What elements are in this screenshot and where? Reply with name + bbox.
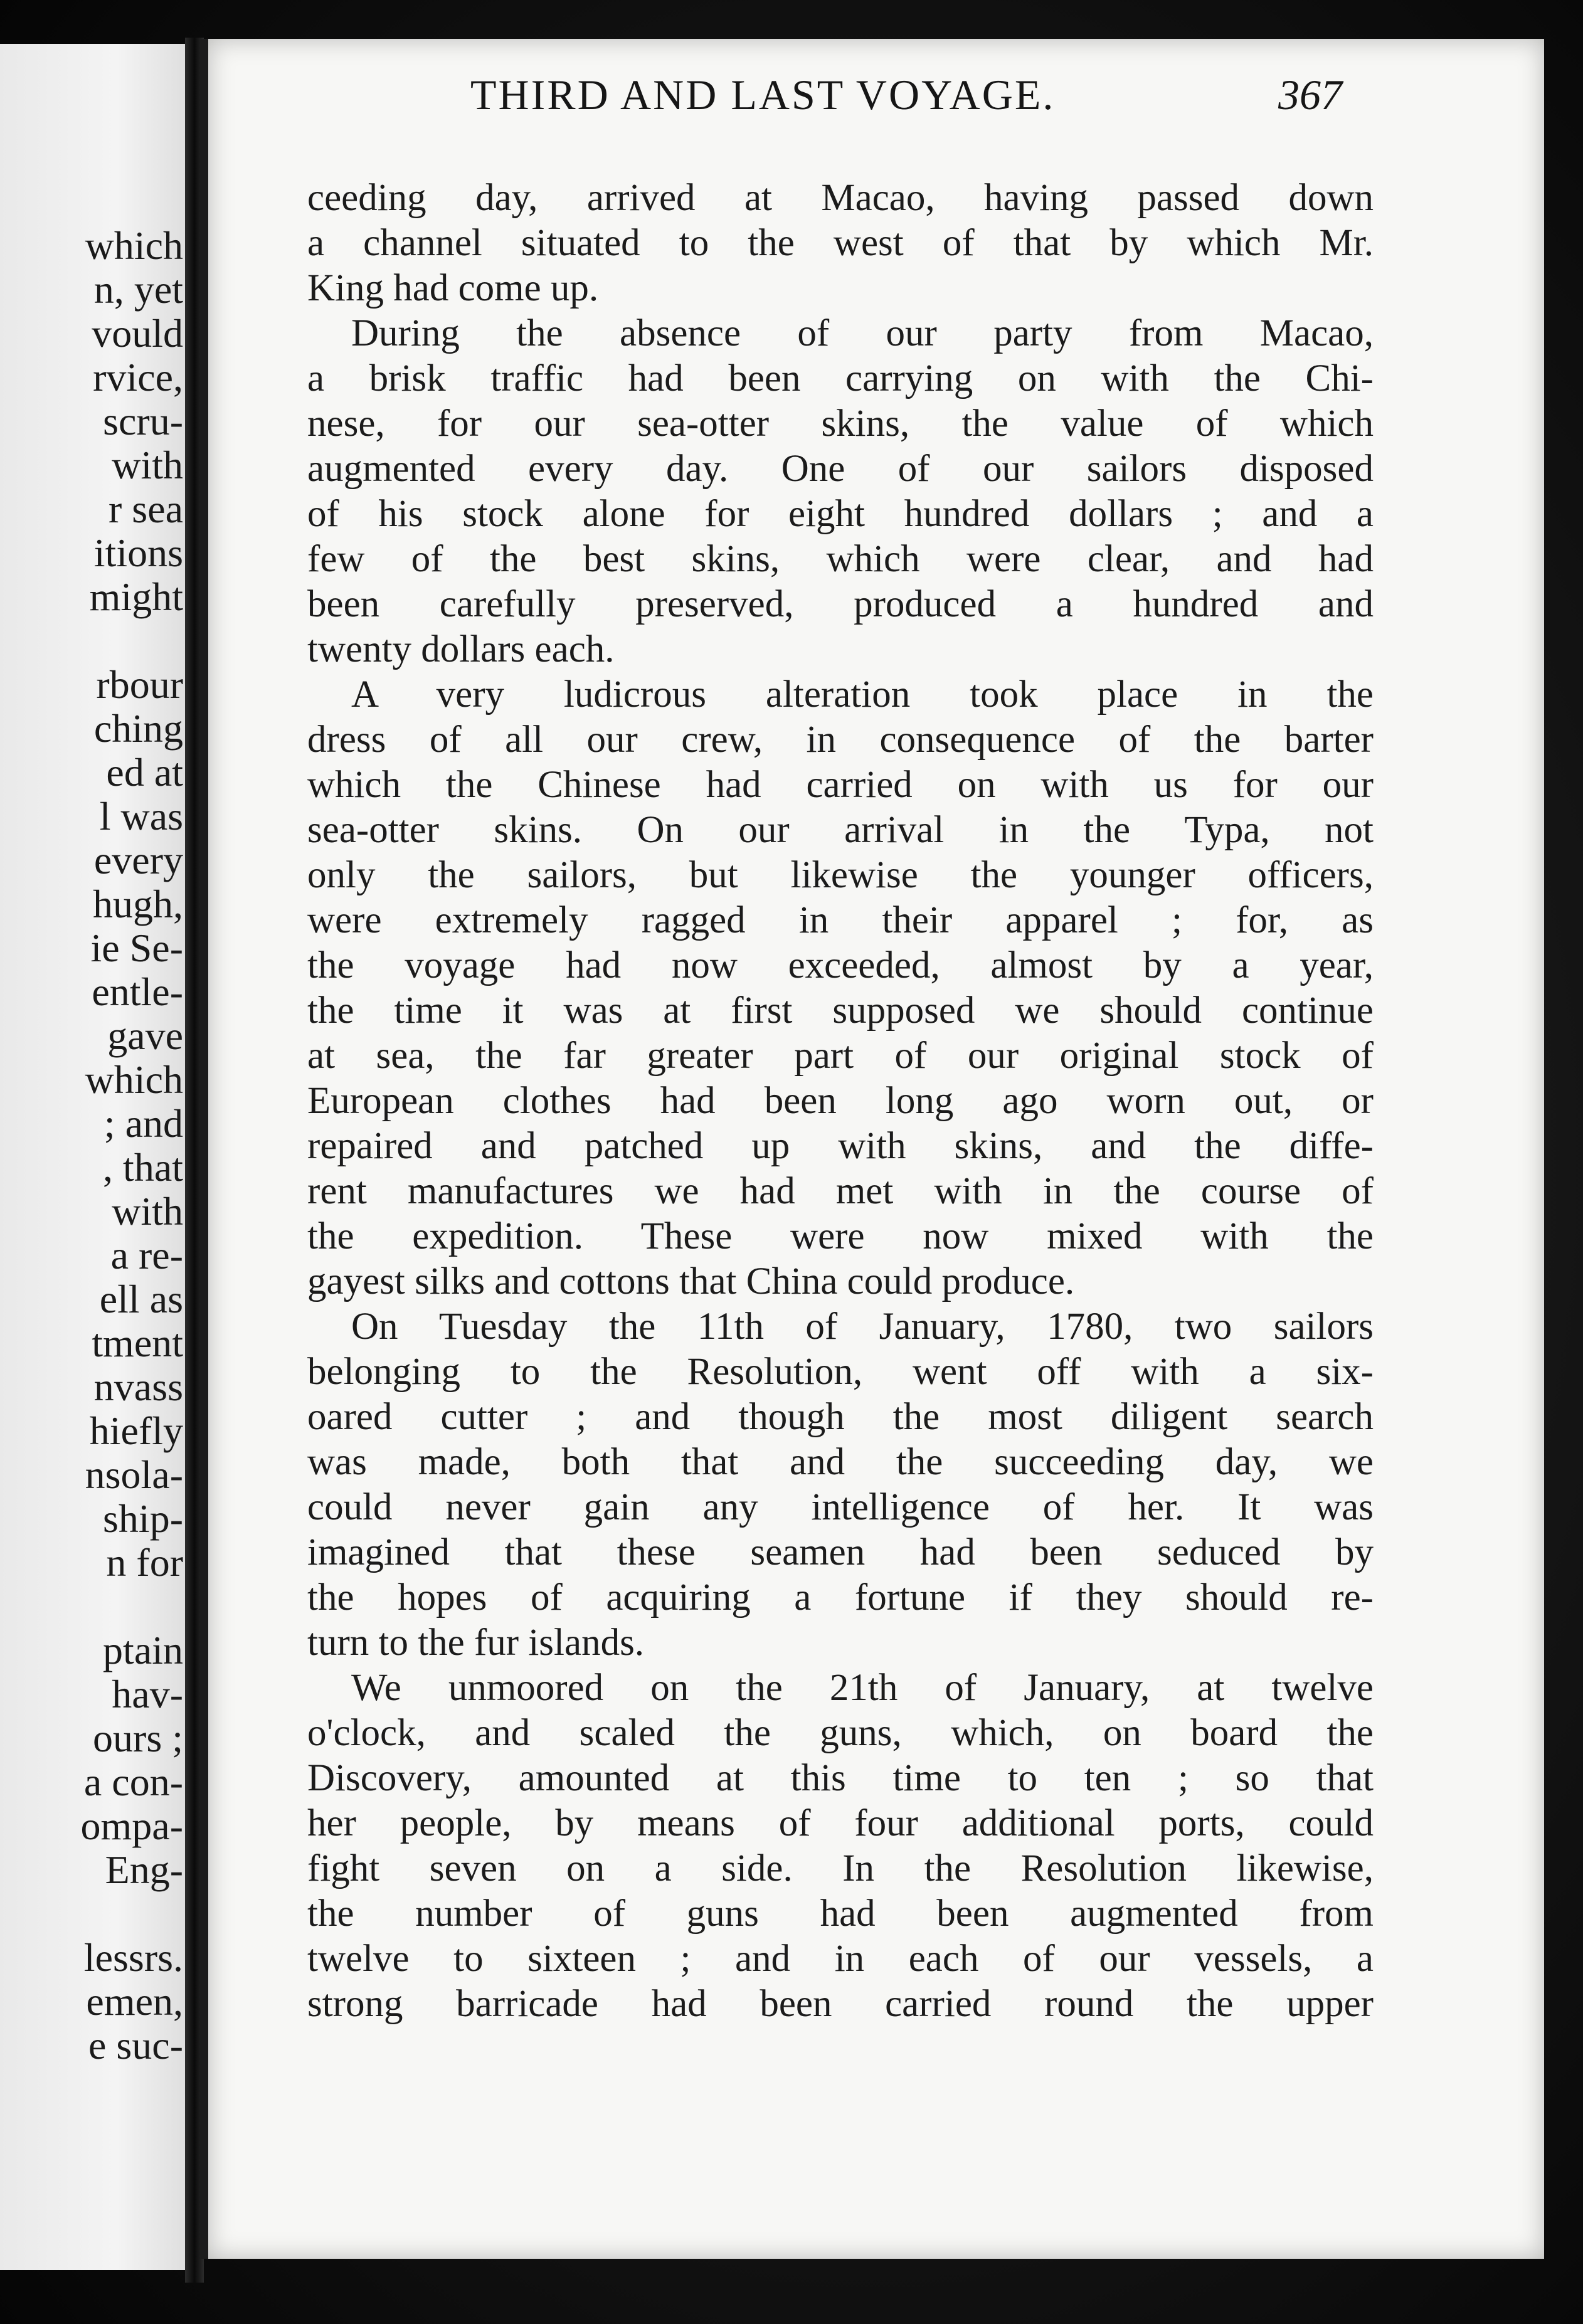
text-line: the number of guns had been augmented from: [307, 1893, 1374, 1935]
text-line: the voyage had now exceeded, almost by a year,: [307, 944, 1374, 986]
text-line: only the sailors, but likewise the younger officers,: [307, 854, 1374, 896]
text-line: a brisk traffic had been carrying on with the Chi-: [307, 357, 1374, 399]
text-line: fight seven on a side. In the Resolution likewise,: [307, 1847, 1374, 1889]
left-page-fragment: ours ;: [93, 1716, 183, 1760]
left-page-fragment: l was: [99, 794, 183, 838]
text-line: A very ludicrous alteration took place in the: [351, 673, 1374, 716]
left-page-fragment: nvass: [93, 1365, 183, 1409]
left-page-fragment: hiefly: [89, 1408, 183, 1453]
left-page-fragment: , that: [103, 1145, 183, 1190]
text-line: the hopes of acquiring a fortune if they should re-: [307, 1577, 1374, 1619]
left-page-fragment: n, yet: [93, 267, 183, 312]
left-page-fragment: ship-: [103, 1496, 183, 1541]
left-page-fragment: ; and: [103, 1101, 183, 1146]
text-line: twenty dollars each.: [307, 628, 615, 670]
left-page-fragment: which: [85, 1057, 183, 1102]
left-page-fragment: scru-: [103, 399, 183, 443]
left-page-fragment: vould: [92, 311, 183, 356]
text-line: strong barricade had been carried round the upper: [307, 1983, 1374, 2025]
left-page-fragment: ie Se-: [90, 926, 183, 970]
text-line: was made, both that and the succeeding day, we: [307, 1441, 1374, 1483]
left-page-fragment: lessrs.: [83, 1935, 183, 1980]
left-page-fragment: which: [85, 223, 183, 268]
text-line: European clothes had been long ago worn out, or: [307, 1080, 1374, 1122]
text-line: augmented every day. One of our sailors disposed: [307, 448, 1374, 490]
text-line: ceeding day, arrived at Macao, having passed down: [307, 177, 1374, 219]
left-page-fragment: e suc-: [88, 2023, 183, 2068]
text-line: belonging to the Resolution, went off with a six-: [307, 1351, 1374, 1393]
left-page-fragment: hav-: [112, 1672, 183, 1716]
left-page-fragment: r sea: [108, 487, 183, 531]
text-line: repaired and patched up with skins, and the diffe-: [307, 1125, 1374, 1167]
left-page-fragment: with: [112, 443, 183, 487]
text-line: sea-otter skins. On our arrival in the Typa, not: [307, 809, 1374, 851]
left-page-fragment: ell as: [99, 1277, 183, 1321]
left-page-fragment: entle-: [92, 969, 183, 1014]
left-page-fragment: tment: [92, 1321, 183, 1365]
left-page-fragment: itions: [93, 531, 183, 575]
running-title: THIRD AND LAST VOYAGE.: [470, 71, 1056, 119]
left-page-fragment: a re-: [110, 1233, 183, 1277]
text-line: which the Chinese had carried on with us for our: [307, 764, 1374, 806]
text-line: twelve to sixteen ; and in each of our vessels, a: [307, 1938, 1374, 1980]
text-line: the time it was at first supposed we should continue: [307, 990, 1374, 1032]
text-line: were extremely ragged in their apparel ; for, as: [307, 899, 1374, 941]
left-page-fragment: gave: [107, 1013, 183, 1058]
left-page-fragment: ompa-: [80, 1804, 183, 1848]
left-page-fragment: rvice,: [93, 355, 183, 399]
text-line: been carefully preserved, produced a hundred and: [307, 583, 1374, 625]
left-page-fragment: n for: [106, 1540, 183, 1585]
running-head: [263, 70, 1342, 127]
page-number: 367: [1278, 71, 1342, 119]
left-page-fragment: hugh,: [93, 882, 183, 926]
text-line: of his stock alone for eight hundred dollars ; and a: [307, 493, 1374, 535]
body-text: [307, 176, 1374, 2027]
left-page-fragment: nsola-: [85, 1452, 183, 1497]
text-line: the expedition. These were now mixed with the: [307, 1215, 1374, 1257]
text-line: at sea, the far greater part of our original stock of: [307, 1035, 1374, 1077]
text-line: Discovery, amounted at this time to ten ; so that: [307, 1757, 1374, 1799]
text-line: On Tuesday the 11th of January, 1780, two sailors: [351, 1306, 1374, 1348]
text-line: o'clock, and scaled the guns, which, on board the: [307, 1712, 1374, 1754]
left-page-fragment: might: [89, 574, 183, 619]
text-line: few of the best skins, which were clear, and had: [307, 538, 1374, 580]
left-page-fragment: every: [93, 838, 183, 882]
left-facing-page: [0, 44, 194, 2270]
left-page-fragment: with: [112, 1189, 183, 1233]
text-line: gayest silks and cottons that China could produce.: [307, 1260, 1075, 1302]
text-line: her people, by means of four additional ports, could: [307, 1802, 1374, 1844]
left-page-fragment: ching: [93, 706, 183, 751]
text-line: turn to the fur islands.: [307, 1622, 645, 1664]
text-line: oared cutter ; and though the most diligent search: [307, 1396, 1374, 1438]
text-line: nese, for our sea-otter skins, the value of which: [307, 403, 1374, 445]
left-page-fragment: emen,: [86, 1979, 183, 2024]
left-page-fragment: rbour: [96, 662, 183, 707]
text-line: dress of all our crew, in consequence of the barter: [307, 719, 1374, 761]
left-page-fragment: ptain: [103, 1628, 183, 1672]
text-line: King had come up.: [307, 267, 599, 309]
text-line: We unmoored on the 21th of January, at twelve: [351, 1667, 1374, 1709]
text-line: a channel situated to the west of that by which Mr.: [307, 222, 1374, 264]
text-line: rent manufactures we had met with in the course of: [307, 1170, 1374, 1212]
text-line: imagined that these seamen had been seduced by: [307, 1531, 1374, 1573]
text-line: During the absence of our party from Macao,: [351, 312, 1374, 354]
left-page-fragment: ed at: [106, 750, 183, 795]
left-page-fragment: Eng-: [105, 1847, 183, 1892]
left-page-fragment: a con-: [83, 1760, 183, 1804]
text-line: could never gain any intelligence of her. It was: [307, 1486, 1374, 1528]
